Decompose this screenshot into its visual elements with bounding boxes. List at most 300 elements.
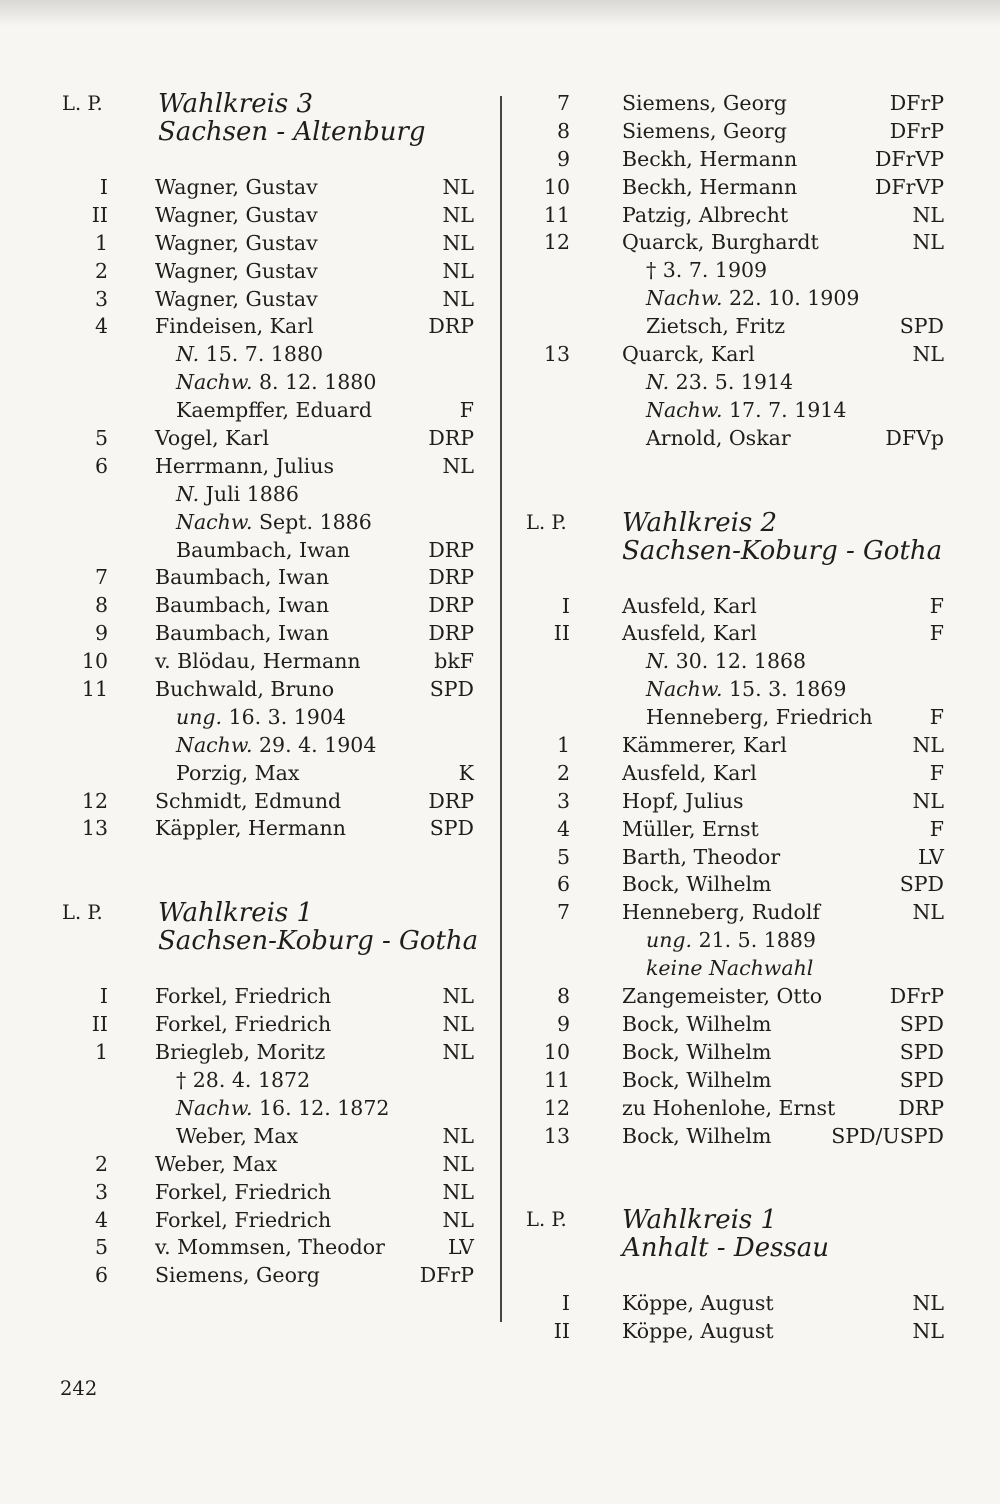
party-abbreviation: SPD [899,1067,944,1092]
party-abbreviation: DFVp [885,425,944,450]
member-name: Weber, Max [155,1151,278,1176]
party-abbreviation: K [458,760,474,785]
party-abbreviation: NL [442,258,474,283]
table-row [54,425,474,453]
constituency-title [622,509,942,565]
member-entry [176,732,376,760]
member-entry [646,676,846,704]
table-row [526,816,944,844]
member-entry [155,1151,277,1179]
table-row [526,90,944,118]
party-abbreviation: DFrP [889,984,944,1009]
constituency-section [526,509,944,1151]
member-name: Bock, Wilhelm [622,1123,772,1148]
member-name: Henneberg, Rudolf [622,900,821,925]
table-row [526,620,944,648]
member-entry [176,509,372,537]
member-entry [622,1011,772,1039]
legislative-period-number: 7 [556,91,570,115]
member-entry [155,676,334,704]
member-entry [155,202,318,230]
member-entry [646,955,813,983]
member-entry [155,174,318,202]
party-abbreviation: DRP [428,565,474,590]
table-row [526,648,944,676]
table-row [526,1095,944,1123]
entry-note-label: Nachw. [646,397,723,422]
legislative-period-number: 2 [556,760,570,785]
table-row [54,815,474,843]
legislative-period-number: I [99,175,108,199]
legislative-period-number: 11 [543,202,570,227]
legislative-period-label: L. P. [62,92,103,115]
member-name: Porzig, Max [176,760,300,785]
table-row [54,397,474,425]
legislative-period-number: 8 [556,984,570,1009]
entry-date: 22. 10. 1909 [722,286,860,311]
section-spacer [526,453,944,509]
legislative-period-number: 2 [94,1151,108,1176]
legislative-period-number: 7 [556,900,570,925]
legislative-period-number: 9 [94,621,108,646]
member-name: Forkel, Friedrich [155,984,332,1009]
column-divider [500,96,502,1322]
member-entry [155,1262,320,1290]
member-entry [155,230,318,258]
constituency-section [526,1206,944,1346]
party-abbreviation: NL [442,1012,474,1037]
entry-note-label: Nachw. [176,732,253,757]
member-entry [176,537,350,565]
member-name: Kaempffer, Eduard [176,398,372,423]
member-entry [622,871,772,899]
table-row [54,174,474,202]
party-abbreviation: SPD [429,816,474,841]
member-name: Zietsch, Fritz [646,314,786,339]
table-row [54,341,474,369]
party-abbreviation: NL [442,202,474,227]
member-name: Barth, Theodor [622,844,781,869]
party-abbreviation: DRP [428,593,474,618]
entry-note-label: N. [176,342,200,367]
entry-note-label: keine Nachwahl [646,956,814,981]
member-name: Kämmerer, Karl [622,733,787,758]
member-name: Schmidt, Edmund [155,788,342,813]
table-row [54,732,474,760]
constituency-section [526,90,944,453]
member-name: Bock, Wilhelm [622,1011,772,1036]
member-entry [176,369,376,397]
party-abbreviation: DRP [428,537,474,562]
party-abbreviation: DFrVP [874,174,944,199]
table-row [54,648,474,676]
member-entry [622,118,787,146]
party-abbreviation: NL [442,230,474,255]
party-abbreviation: NL [442,175,474,199]
entry-note-label: Nachw. [646,286,723,311]
section-spacer [526,1150,944,1206]
table-row [526,1123,944,1151]
table-row [54,1039,474,1067]
entry-date: † 28. 4. 1872 [176,1068,311,1093]
member-entry [622,816,759,844]
table-row [526,927,944,955]
entry-date: 15. 3. 1869 [722,677,847,702]
member-name: Ausfeld, Karl [622,621,757,646]
member-entry [622,844,780,872]
table-row [54,509,474,537]
member-entry [176,397,372,425]
legislative-period-number: 13 [543,342,570,367]
member-name: zu Hohenlohe, Ernst [622,1095,836,1120]
right-column [526,90,944,1346]
constituency-title [158,899,478,955]
member-entry [155,286,318,314]
member-entry [176,1067,310,1095]
member-name: Wagner, Gustav [155,230,318,255]
member-name: Köppe, August [622,1319,774,1344]
party-abbreviation: NL [442,1123,474,1148]
table-row [54,983,474,1011]
member-name: Siemens, Georg [622,91,787,115]
member-name: Wagner, Gustav [155,202,318,227]
member-entry [176,481,299,509]
table-row [526,118,944,146]
table-row [54,760,474,788]
party-abbreviation: DRP [428,788,474,813]
entry-note-label: ung. [646,928,693,953]
constituency-title [622,1206,829,1262]
member-name: Siemens, Georg [622,118,787,143]
member-entry [155,983,331,1011]
entry-date: 21. 5. 1889 [692,928,816,953]
member-entry [646,285,859,313]
legislative-period-number: 3 [94,1179,108,1204]
member-name: Bock, Wilhelm [622,872,772,897]
legislative-period-number: 1 [94,230,108,255]
member-name: Vogel, Karl [155,426,270,451]
party-abbreviation: NL [912,1319,944,1344]
member-entry [622,90,787,118]
table-row [526,229,944,257]
member-name: Wagner, Gustav [155,175,318,199]
party-abbreviation: F [929,816,944,841]
legislative-period-number: 3 [556,788,570,813]
legislative-period-number: 2 [94,258,108,283]
member-entry [155,564,329,592]
legislative-period-label: L. P. [526,510,567,534]
table-row [54,1011,474,1039]
member-name: Baumbach, Iwan [155,621,330,646]
constituency-header [54,898,479,983]
member-entry [176,341,323,369]
member-entry [622,732,787,760]
table-row [54,537,474,565]
member-name: Arnold, Oskar [646,425,791,450]
table-row [54,1123,474,1151]
member-entry [622,1123,772,1151]
table-row [54,620,474,648]
table-row [526,899,944,927]
member-entry [155,1234,385,1262]
entry-note-label: Nachw. [646,677,723,702]
table-row [526,983,944,1011]
party-abbreviation: NL [442,1151,474,1176]
legislative-period-number: 6 [556,872,570,897]
legislative-period-number: 5 [94,1235,108,1260]
table-row [54,1067,474,1095]
table-row [526,1067,944,1095]
legislative-period-number: 10 [81,649,108,674]
member-entry [155,620,329,648]
legislative-period-number: II [553,1319,570,1344]
legislative-period-label: L. P. [526,1208,567,1232]
section-spacer [54,843,474,899]
legislative-period-number: 4 [556,816,570,841]
party-abbreviation: F [459,398,474,423]
member-entry [155,1011,331,1039]
legislative-period-number: 1 [94,1040,108,1065]
party-abbreviation: SPD [899,872,944,897]
member-entry [176,760,299,788]
table-row [54,369,474,397]
entry-date: 15. 7. 1880 [199,342,324,367]
legislative-period-number: 10 [543,1039,570,1064]
member-name: Quarck, Burghardt [622,230,819,255]
table-row [526,257,944,285]
table-row [54,481,474,509]
member-entry [646,425,791,453]
entry-date: † 3. 7. 1909 [646,258,768,283]
entry-date: 16. 3. 1904 [222,704,346,729]
party-abbreviation: F [929,593,944,618]
constituency-region: Sachsen-Koburg - Gotha [158,926,479,957]
constituency-header [526,1206,944,1290]
member-name: Zangemeister, Otto [622,984,823,1009]
party-abbreviation: DRP [428,426,474,451]
entry-date: 17. 7. 1914 [722,397,847,422]
table-row [526,1318,944,1346]
legislative-period-number: 8 [94,593,108,618]
legislative-period-number: 1 [556,733,570,758]
legislative-period-number: II [91,202,108,227]
table-row [526,732,944,760]
party-abbreviation: DFrP [889,91,944,115]
member-entry [155,1207,331,1235]
legislative-period-number: I [561,1291,570,1316]
member-name: Patzig, Albrecht [622,202,789,227]
legislative-period-number: 13 [81,816,108,841]
member-entry [646,369,793,397]
table-row [526,146,944,174]
entry-date: 29. 4. 1904 [252,732,377,757]
entry-date: Sept. 1886 [252,509,372,534]
party-abbreviation: NL [442,286,474,311]
member-entry [155,313,314,341]
table-row [526,593,944,621]
member-name: Weber, Max [176,1123,299,1148]
member-entry [646,704,873,732]
legislative-period-number: 10 [543,174,570,199]
party-abbreviation: F [929,621,944,646]
legislative-period-number: 12 [543,1095,570,1120]
member-entry [646,648,806,676]
entry-note-label: Nachw. [176,1095,253,1120]
legislative-period-number: 9 [556,1011,570,1036]
member-entry [646,313,785,341]
party-abbreviation: DRP [428,314,474,339]
constituency-section [54,90,474,843]
table-row [526,955,944,983]
party-abbreviation: DFrVP [874,146,944,171]
member-name: Briegleb, Moritz [155,1040,326,1065]
member-entry [622,899,820,927]
table-row [54,788,474,816]
party-abbreviation: DRP [898,1095,944,1120]
entry-note-label: Nachw. [176,509,253,534]
legislative-period-number: 6 [94,453,108,478]
member-entry [622,760,757,788]
table-row [54,202,474,230]
table-row [54,1179,474,1207]
constituency-region: Sachsen-Koburg - Gotha [622,535,943,566]
table-row [526,174,944,202]
table-row [54,230,474,258]
table-row [526,1011,944,1039]
party-abbreviation: bkF [434,649,474,674]
member-name: Müller, Ernst [622,816,759,841]
table-row [54,286,474,314]
table-row [54,1262,474,1290]
entry-note-label: N. [646,369,670,394]
legislative-period-number: II [91,1012,108,1037]
member-name: Bock, Wilhelm [622,1067,772,1092]
member-name: Baumbach, Iwan [155,565,330,590]
constituency-region: Sachsen - Altenburg [158,117,426,147]
party-abbreviation: NL [912,230,944,255]
page-number: 242 [60,1377,98,1400]
legislative-period-number: 11 [81,677,108,702]
member-entry [155,648,361,676]
party-abbreviation: NL [442,1207,474,1232]
member-entry [622,1039,772,1067]
legislative-period-number: 5 [556,844,570,869]
constituency-number: Wahlkreis 1 [158,898,314,929]
table-row [526,704,944,732]
member-entry [622,983,822,1011]
party-abbreviation: SPD [429,677,474,702]
member-entry [155,1179,331,1207]
party-abbreviation: SPD/USPD [831,1123,944,1148]
legislative-period-number: 7 [94,565,108,590]
table-row [526,1039,944,1067]
member-name: Beckh, Hermann [622,174,798,199]
member-entry [155,425,269,453]
legislative-period-number: 3 [94,286,108,311]
member-entry [622,146,797,174]
entry-note-label: N. [646,649,670,674]
entry-date: 23. 5. 1914 [669,369,794,394]
constituency-region: Anhalt - Dessau [622,1233,830,1264]
table-row [526,1290,944,1318]
member-entry [176,1123,298,1151]
member-name: Bock, Wilhelm [622,1039,772,1064]
member-name: v. Mommsen, Theodor [155,1235,385,1260]
table-row [526,760,944,788]
member-entry [622,174,797,202]
member-entry [646,927,816,955]
party-abbreviation: NL [912,733,944,758]
entry-note-label: Nachw. [176,370,253,395]
party-abbreviation: SPD [899,1039,944,1064]
member-name: Wagner, Gustav [155,286,318,311]
table-row [54,1234,474,1262]
party-abbreviation: SPD [899,314,944,339]
table-row [526,425,944,453]
party-abbreviation: F [929,760,944,785]
party-abbreviation: NL [912,900,944,925]
table-row [54,258,474,286]
member-name: Siemens, Georg [155,1263,320,1288]
table-row [526,285,944,313]
member-entry [155,1039,325,1067]
member-name: Baumbach, Iwan [155,593,330,618]
table-row [54,1151,474,1179]
constituency-number: Wahlkreis 1 [622,1205,778,1236]
member-name: Wagner, Gustav [155,258,318,283]
legislative-period-number: 4 [94,314,108,339]
member-entry [646,257,767,285]
left-column [54,89,479,1290]
entry-date: 30. 12. 1868 [669,649,807,674]
legislative-period-number: 11 [543,1067,570,1092]
party-abbreviation: NL [912,788,944,813]
member-entry [176,704,346,732]
member-entry [646,397,846,425]
member-entry [622,593,757,621]
entry-note-label: N. [176,481,200,506]
party-abbreviation: F [929,705,944,730]
member-name: Köppe, August [622,1291,774,1316]
member-entry [622,1318,774,1346]
table-row [526,676,944,704]
constituency-header [54,90,474,174]
member-entry [622,788,744,816]
legislative-period-number: I [99,984,108,1009]
table-row [526,369,944,397]
member-name: Quarck, Karl [622,342,755,367]
member-name: Forkel, Friedrich [155,1179,332,1204]
party-abbreviation: LV [448,1235,474,1260]
member-entry [155,258,318,286]
entry-date: Juli 1886 [199,481,299,506]
member-entry [622,202,788,230]
table-row [526,844,944,872]
member-entry [155,788,341,816]
member-name: Ausfeld, Karl [622,593,757,618]
table-row [526,397,944,425]
party-abbreviation: NL [912,342,944,367]
member-name: Henneberg, Friedrich [646,705,873,730]
member-entry [155,592,329,620]
party-abbreviation: NL [912,202,944,227]
party-abbreviation: NL [442,453,474,478]
party-abbreviation: DFrP [419,1263,474,1288]
constituency-title [158,90,426,146]
member-entry [622,229,819,257]
member-entry [622,1067,772,1095]
table-row [54,564,474,592]
